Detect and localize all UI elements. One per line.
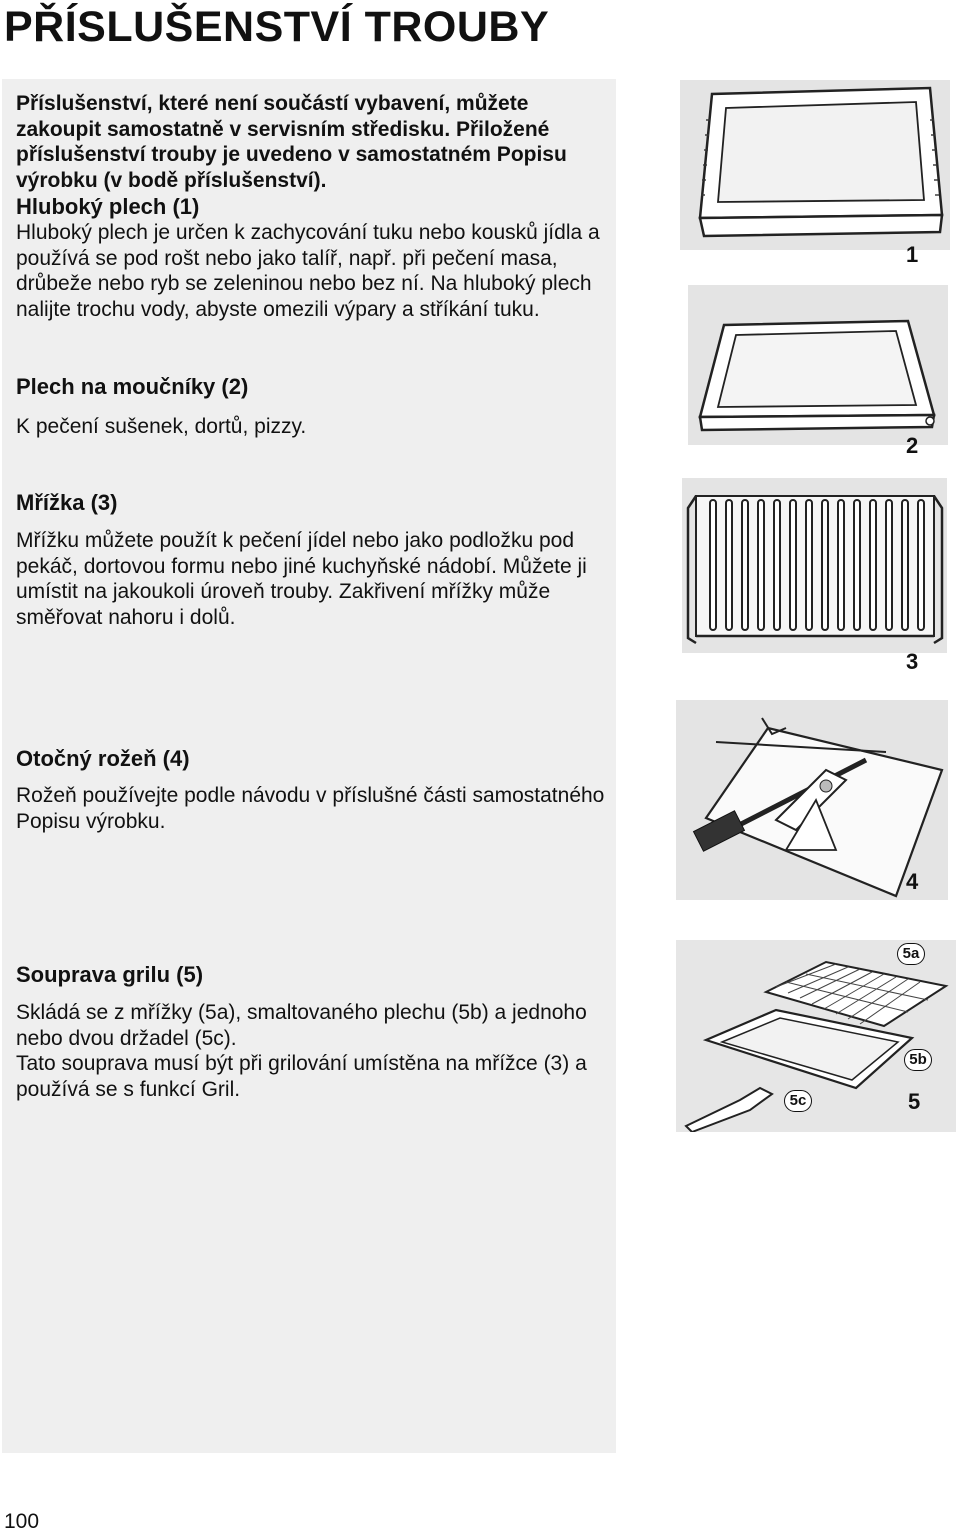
section-body-deep-tray: Hluboký plech je určen k zachycování tuku nebo kousků jídla a používá se pod rošt nebo jako talíř, např. při pečení masa, drůbeže nebo ryb se zeleninou nebo bez ní. Na hluboký plech nalijte trochu vody, abyste omezili výpary a stříkání tuku. — [16, 221, 600, 321]
page-title: PŘÍSLUŠENSTVÍ TROUBY — [4, 3, 550, 51]
section-heading-grill-set: Souprava grilu (5) — [16, 962, 204, 987]
section-body-grill-set-2: Tato souprava musí být při grilování umístěna na mřížce (3) a používá se s funkcí Gril. — [16, 1052, 587, 1101]
section-heading-deep-tray: Hluboký plech (1) — [16, 194, 200, 219]
figure-label-5: 5 — [908, 1089, 921, 1114]
figure-label-4: 4 — [906, 869, 919, 894]
figure-sublabel-5a: 5a — [897, 943, 925, 965]
section-body-rotisserie: Rožeň používejte podle návodu v příslušné části samostatného Popisu výrobku. — [16, 784, 605, 833]
figure-sublabel-5c: 5c — [784, 1090, 812, 1112]
section-heading-rotisserie: Otočný rožeň (4) — [16, 746, 190, 771]
section-body-grid: Mřížku můžete použít k pečení jídel nebo jako podložku pod pekáč, dortovou formu nebo jiné kuchyňské nádobí. Můžete ji umístit na jakoukoli úroveň trouby. Zakřivení mřížky může směřovat nahoru i dolů. — [16, 529, 587, 629]
section-heading-grid: Mřížka (3) — [16, 490, 118, 515]
section-heading-baking-tray: Plech na moučníky (2) — [16, 374, 249, 399]
figure-label-3: 3 — [906, 649, 919, 674]
figure-sublabel-5b: 5b — [904, 1049, 932, 1071]
figure-label-1: 1 — [906, 242, 919, 267]
baking-tray-icon — [688, 285, 948, 445]
page-number: 100 — [4, 1510, 40, 1533]
intro-text: Příslušenství, které není součástí vybavení, můžete zakoupit samostatně v servisním středisku. Přiložené příslušenství trouby je uvedeno v samostatném Popisu výrobku (v bodě příslušenství). — [16, 92, 567, 192]
figure-label-2: 2 — [906, 433, 919, 458]
section-body-baking-tray: K pečení sušenek, dortů, pizzy. — [16, 415, 307, 438]
section-body-grill-set: Skládá se z mřížky (5a), smaltovaného plechu (5b) a jednoho nebo dvou držadel (5c). — [16, 1001, 587, 1050]
grid-rack-icon — [682, 478, 947, 653]
deep-tray-icon — [680, 80, 950, 250]
